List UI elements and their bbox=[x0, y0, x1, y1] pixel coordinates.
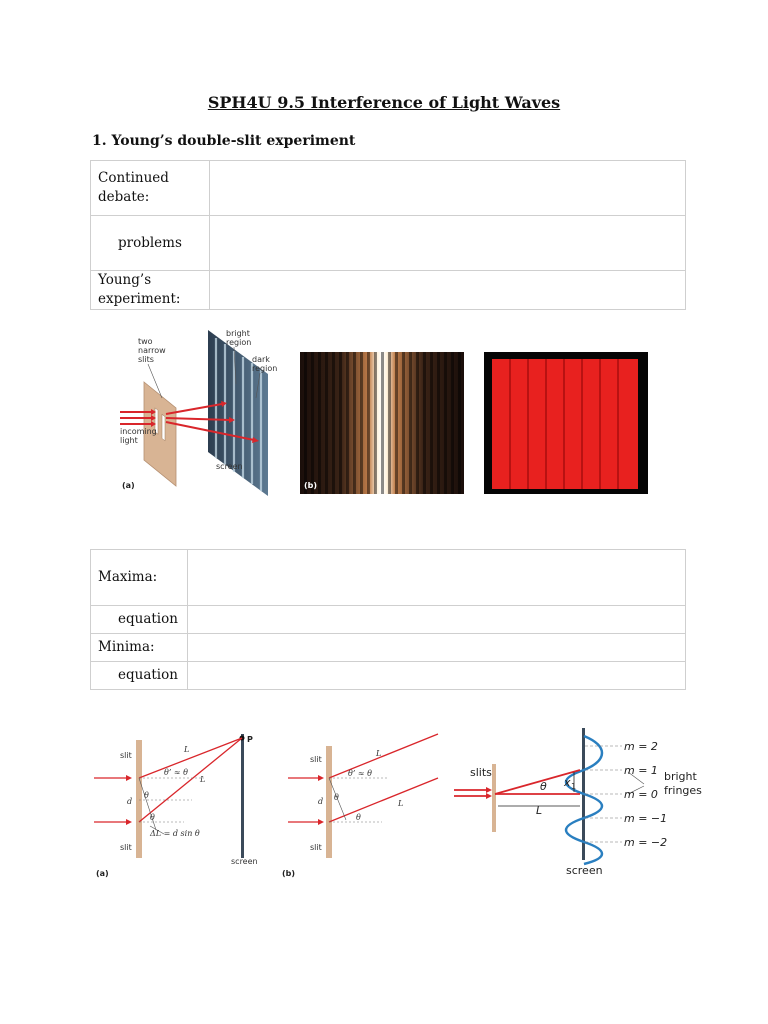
interference-photo-red bbox=[484, 352, 648, 494]
interference-photo-white bbox=[300, 352, 464, 494]
svg-text:narrow: narrow bbox=[138, 346, 166, 355]
svg-text:θ: θ bbox=[540, 780, 547, 793]
svg-text:θ: θ bbox=[356, 813, 361, 822]
svg-text:θ’ ≈ θ: θ’ ≈ θ bbox=[348, 769, 372, 778]
row-label: equation bbox=[91, 662, 188, 690]
table-row bbox=[91, 606, 686, 634]
svg-text:θ: θ bbox=[334, 793, 339, 802]
order-m1: m = 1 bbox=[624, 764, 658, 777]
svg-text:L: L bbox=[200, 775, 206, 784]
svg-text:ΔL = d sin θ: ΔL = d sin θ bbox=[150, 829, 200, 838]
svg-text:slit: slit bbox=[120, 843, 132, 852]
fringe-position-figure bbox=[448, 724, 708, 884]
dark-region-label: dark bbox=[252, 355, 270, 364]
slits-barrier bbox=[492, 764, 496, 832]
svg-text:1: 1 bbox=[571, 782, 577, 791]
svg-text:region: region bbox=[226, 338, 252, 347]
slits-label: slits bbox=[470, 766, 492, 779]
svg-text:d: d bbox=[318, 797, 324, 806]
svg-text:(b): (b) bbox=[282, 869, 296, 878]
order-mneg2: m = −2 bbox=[624, 836, 668, 849]
svg-text:slit: slit bbox=[120, 751, 132, 760]
screen-label: screen bbox=[216, 462, 243, 471]
answer-cell[interactable] bbox=[188, 550, 686, 606]
row-label: problems bbox=[91, 216, 210, 271]
svg-text:slits: slits bbox=[138, 355, 154, 364]
svg-text:θ: θ bbox=[144, 791, 149, 800]
two-narrow-slits-label: two bbox=[138, 337, 153, 346]
order-m2: m = 2 bbox=[624, 740, 658, 753]
row-label: Minima: bbox=[91, 634, 188, 662]
answer-cell[interactable] bbox=[210, 216, 686, 271]
slit-barrier-a bbox=[136, 740, 142, 858]
svg-text:region: region bbox=[252, 364, 278, 373]
svg-text:L: L bbox=[398, 799, 404, 808]
incoming-light-label: incoming bbox=[120, 427, 157, 436]
svg-text:slit: slit bbox=[310, 843, 322, 852]
svg-text:θ’ ≈ θ: θ’ ≈ θ bbox=[164, 768, 188, 777]
bright-region-label: bright bbox=[226, 329, 250, 338]
double-slit-setup-diagram bbox=[118, 326, 648, 496]
svg-text:light: light bbox=[120, 436, 138, 445]
slit-barrier-b bbox=[326, 746, 332, 858]
svg-text:slit: slit bbox=[310, 755, 322, 764]
table-row bbox=[91, 662, 686, 690]
svg-text:screen: screen bbox=[231, 857, 258, 866]
svg-text:x: x bbox=[564, 776, 571, 789]
notes-table-2 bbox=[90, 549, 686, 690]
svg-text:(a): (a) bbox=[96, 869, 109, 878]
svg-text:L: L bbox=[376, 749, 382, 758]
svg-text:P: P bbox=[247, 735, 253, 744]
panel-b-label: (b) bbox=[304, 481, 318, 490]
section-heading: 1. Young’s double-slit experiment bbox=[92, 133, 356, 149]
order-mneg1: m = −1 bbox=[624, 812, 668, 825]
screen-label: screen bbox=[566, 864, 603, 877]
panel-a-label: (a) bbox=[122, 481, 135, 490]
svg-text:L: L bbox=[536, 804, 543, 817]
table-row bbox=[91, 634, 686, 662]
bright-fringes-label: bright bbox=[664, 770, 697, 783]
screen-bar-a bbox=[241, 734, 244, 858]
answer-cell[interactable] bbox=[188, 634, 686, 662]
table-row bbox=[91, 271, 686, 310]
table-row bbox=[91, 216, 686, 271]
svg-text:L: L bbox=[184, 745, 190, 754]
svg-text:θ: θ bbox=[150, 813, 155, 822]
table-row bbox=[91, 550, 686, 606]
answer-cell[interactable] bbox=[210, 161, 686, 216]
answer-cell[interactable] bbox=[210, 271, 686, 310]
double-slit-figure bbox=[118, 326, 648, 496]
row-label: equation bbox=[91, 606, 188, 634]
order-m0: m = 0 bbox=[624, 788, 658, 801]
row-label: Maxima: bbox=[91, 550, 188, 606]
answer-cell[interactable] bbox=[188, 662, 686, 690]
table-row bbox=[91, 161, 686, 216]
row-label: Continued debate: bbox=[91, 161, 210, 216]
notes-table-1 bbox=[90, 160, 686, 310]
svg-text:fringes: fringes bbox=[664, 784, 702, 797]
row-label: Young’s experiment: bbox=[91, 271, 210, 310]
svg-text:d: d bbox=[127, 797, 133, 806]
path-difference-figure bbox=[92, 724, 452, 884]
answer-cell[interactable] bbox=[188, 606, 686, 634]
page-title: SPH4U 9.5 Interference of Light Waves bbox=[207, 93, 561, 112]
